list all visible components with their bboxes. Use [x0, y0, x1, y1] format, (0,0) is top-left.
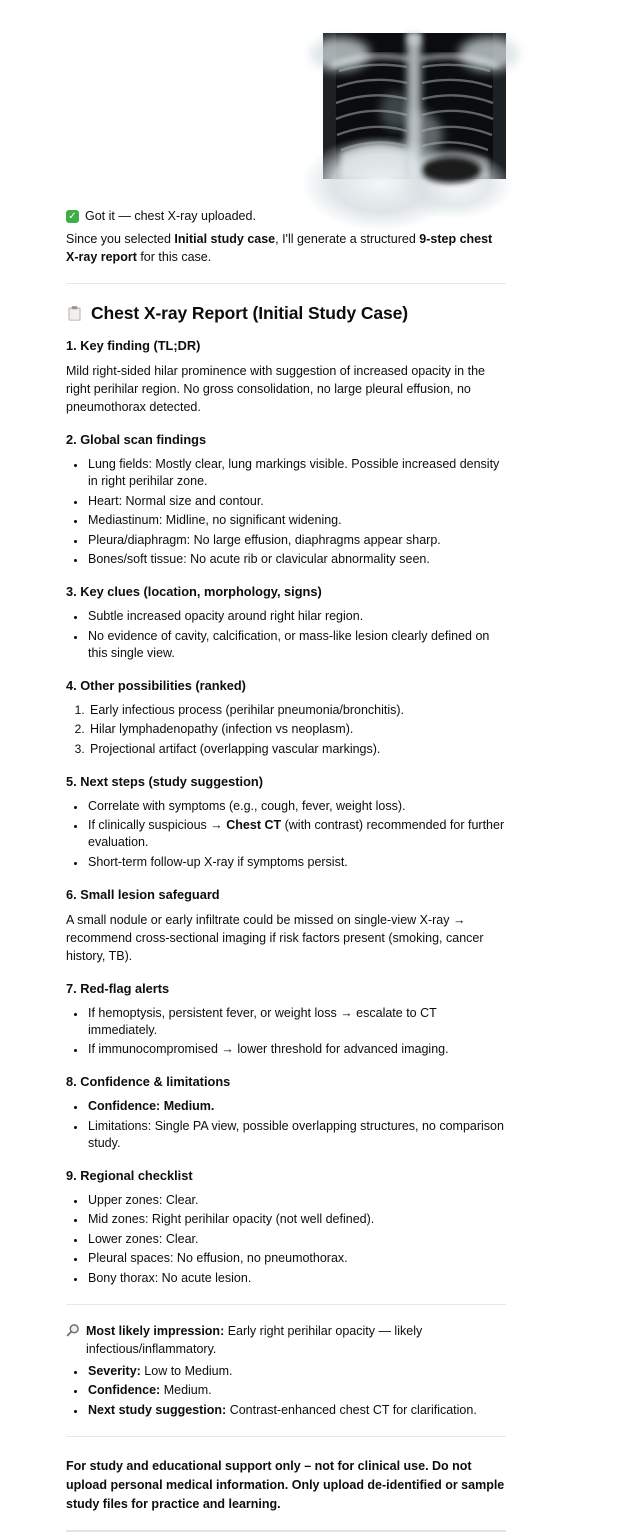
intro-text: , I'll generate a structured: [275, 232, 420, 246]
impression-line: [66, 1322, 506, 1358]
intro-text: Since you selected: [66, 232, 175, 246]
list-item: • Mid zones: Right perihilar opacity (not well defined).: [86, 1211, 506, 1228]
section-heading: 7. Red-flag alerts: [66, 980, 170, 996]
report-section-9: [66, 1167, 506, 1287]
section-heading: 3. Key clues (location, morphology, signs): [66, 584, 322, 599]
list-item: • Mediastinum: Midline, no significant widening.: [86, 512, 506, 529]
report-section-4: [66, 677, 506, 758]
list-item: [86, 1363, 506, 1380]
confidence-label: Confidence:: [88, 1383, 161, 1397]
ack-text: Got it — chest X-ray uploaded.: [85, 209, 256, 223]
report-section-7: [66, 980, 506, 1059]
numbered-list: [66, 702, 506, 758]
intro-bold-9-step-report: 9-step chest X-ray report: [66, 232, 493, 264]
impression-text: Early right perihilar opacity — likely infectious/inflammatory.: [86, 1323, 423, 1356]
section-heading: 5. Next steps (study suggestion): [66, 773, 263, 789]
divider: [66, 283, 506, 284]
section-heading: 8. Confidence & limitations: [66, 1074, 231, 1089]
severity-label: Severity:: [88, 1363, 141, 1378]
section-heading: 2. Global scan findings: [66, 432, 207, 447]
section-heading: 4. Other possibilities (ranked): [66, 677, 246, 693]
impression-bullet-list: [66, 1363, 506, 1419]
report-section-2: [66, 431, 506, 568]
conversation-column: [66, 0, 506, 1532]
bullet-list: [66, 1005, 506, 1059]
bullet-list: [66, 1192, 506, 1287]
list-item: • Subtle increased opacity around right hilar region.: [86, 608, 506, 625]
report-section-1: [66, 337, 506, 416]
section-heading: 6. Small lesion safeguard: [66, 886, 220, 902]
next-study-label: Next study suggestion:: [88, 1402, 227, 1417]
report-title: [66, 304, 506, 322]
list-item: • If immunocompromised → lower threshold for advanced imaging.: [86, 1041, 506, 1058]
intro-bold-initial-study-case: Initial study case: [174, 232, 276, 246]
bullet-list: [66, 798, 506, 871]
clipboard-icon: [66, 305, 83, 322]
assistant-message: [66, 207, 506, 1532]
chest-xray-illustration: [323, 33, 506, 179]
list-item: • Short-term follow-up X-ray if symptoms persist.: [86, 854, 506, 871]
magnifying-glass-icon: [66, 1323, 80, 1342]
section-paragraph: Mild right-sided hilar prominence with suggestion of increased opacity in the right perihilar region. No gross consolidation, no large pleural effusion, no pneumothorax detected.: [66, 364, 485, 414]
report-title-text: Chest X-ray Report (Initial Study Case): [91, 303, 408, 323]
impression-label: Most likely impression:: [86, 1323, 225, 1338]
next-study-value: Contrast-enhanced chest CT for clarification.: [226, 1402, 477, 1417]
report-section-6: [66, 886, 506, 965]
list-item: • Bony thorax: No acute lesion.: [86, 1270, 506, 1287]
bullet-list: [66, 1098, 506, 1152]
list-item: • No evidence of cavity, calcification, or mass-like lesion clearly defined on this single view.: [86, 628, 506, 662]
severity-value: Low to Medium.: [140, 1363, 233, 1378]
list-item: [86, 1382, 506, 1399]
section-heading: 9. Regional checklist: [66, 1167, 193, 1183]
confidence-bold: Confidence: Medium.: [88, 1099, 215, 1113]
list-item: • If hemoptysis, persistent fever, or weight loss → escalate to CT immediately.: [86, 1005, 506, 1039]
divider: [66, 1436, 506, 1437]
confidence-value: Medium.: [160, 1383, 212, 1397]
impression-text-wrap: [86, 1322, 506, 1358]
report-section-5: [66, 773, 506, 871]
check-mark-icon: ✓: [66, 210, 79, 223]
user-message-row: [66, 0, 506, 179]
list-item: • Correlate with symptoms (e.g., cough, fever, weight loss).: [86, 798, 506, 815]
list-item: • Lung fields: Mostly clear, lung markings visible. Possible increased density in right perihilar zone.: [86, 456, 506, 490]
list-item: • Bones/soft tissue: No acute rib or clavicular abnormality seen.: [86, 551, 506, 568]
intro-text: for this case.: [136, 250, 212, 264]
list-item: • Pleural spaces: No effusion, no pneumothorax.: [86, 1250, 506, 1267]
list-item-text: If clinically suspicious →: [88, 818, 227, 832]
list-item: [86, 1098, 506, 1115]
section-heading: 1. Key finding (TL;DR): [66, 338, 201, 353]
report-section-8: [66, 1073, 506, 1152]
list-item: • Limitations: Single PA view, possible overlapping structures, no comparison study.: [86, 1118, 506, 1152]
intro-line: [66, 230, 506, 266]
disclaimer-text: For study and educational support only – not for clinical use. Do not upload personal medical information. Only upload de-identified or sample study files for practice and learning.: [66, 1458, 505, 1511]
list-item: • Heart: Normal size and contour.: [86, 493, 506, 510]
list-item: 1. Early infectious process (perihilar pneumonia/bronchitis).: [88, 702, 506, 719]
report-section-3: [66, 583, 506, 662]
list-item: • Upper zones: Clear.: [86, 1192, 506, 1209]
uploaded-chest-xray-image[interactable]: [323, 33, 506, 179]
list-item: 3. Projectional artifact (overlapping vascular markings).: [88, 741, 506, 758]
list-item: [86, 1402, 506, 1419]
list-item: • Lower zones: Clear.: [86, 1231, 506, 1248]
list-item: 2. Hilar lymphadenopathy (infection vs neoplasm).: [88, 721, 506, 738]
list-item-text: (with contrast) recommended for further evaluation.: [88, 818, 505, 849]
chest-ct-bold: Chest CT: [226, 818, 282, 832]
section-paragraph: A small nodule or early infiltrate could be missed on single-view X-ray → recommend cross-sectional imaging if risk factors present (smoking, cancer history, TB).: [66, 912, 484, 963]
divider: [66, 1304, 506, 1305]
list-item: • Pleura/diaphragm: No large effusion, diaphragms appear sharp.: [86, 532, 506, 549]
bottom-divider: [66, 1530, 506, 1532]
bullet-list: [66, 608, 506, 662]
bullet-list: [66, 456, 506, 568]
list-item: [86, 817, 506, 851]
